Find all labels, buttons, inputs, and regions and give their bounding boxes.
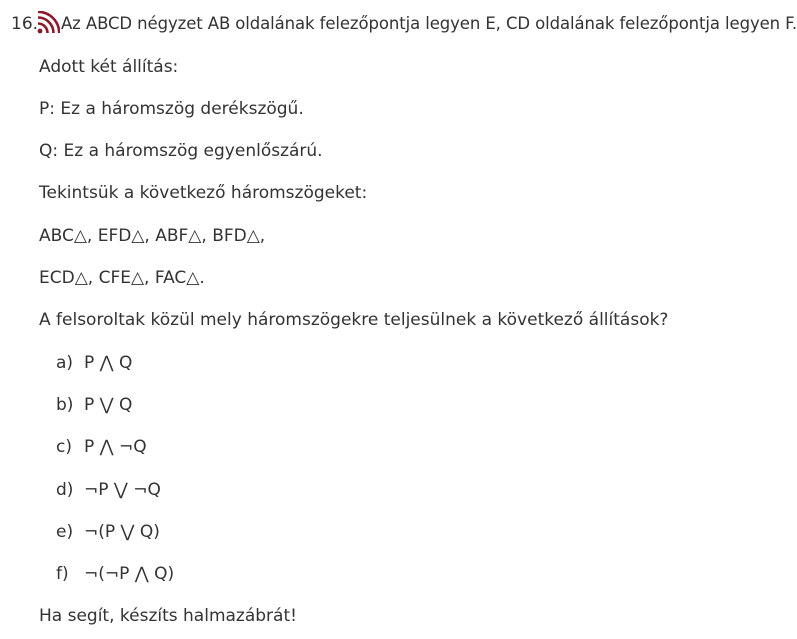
option-formula: ¬P ⋁ ¬Q (84, 480, 161, 500)
option-formula: ¬(¬P ⋀ Q) (84, 564, 175, 584)
option-letter: d) (56, 480, 74, 500)
option-formula: ¬(P ⋁ Q) (84, 522, 160, 542)
option-letter: b) (56, 395, 74, 415)
option-letter: c) (56, 437, 72, 457)
question-ask: A felsoroltak közül mely háromszögekre teljesülnek a következő állítások? (39, 310, 669, 330)
statement-q: Q: Ez a háromszög egyenlőszárú. (39, 141, 323, 161)
option-formula: P ⋀ ¬Q (84, 437, 147, 457)
triangles-list-1: ABC△, EFD△, ABF△, BFD△, (39, 226, 266, 246)
question-number: 16. (11, 14, 39, 34)
option-letter: f) (56, 564, 69, 584)
consider-text: Tekintsük a következő háromszögeket: (39, 183, 368, 203)
audio-signal-icon[interactable] (36, 11, 60, 35)
question-prompt: Az ABCD négyzet AB oldalának felezőpontja legyen E, CD oldalának felezőpontja legyen F. (61, 14, 797, 33)
option-letter: e) (56, 522, 74, 542)
option-letter: a) (56, 353, 74, 373)
option-formula: P ⋀ Q (84, 353, 133, 373)
given-intro: Adott két állítás: (39, 57, 179, 77)
option-formula: P ⋁ Q (84, 395, 133, 415)
statement-p: P: Ez a háromszög derékszögű. (39, 99, 304, 119)
triangles-list-2: ECD△, CFE△, FAC△. (39, 268, 205, 288)
hint-text: Ha segít, készíts halmazábrát! (39, 606, 297, 626)
